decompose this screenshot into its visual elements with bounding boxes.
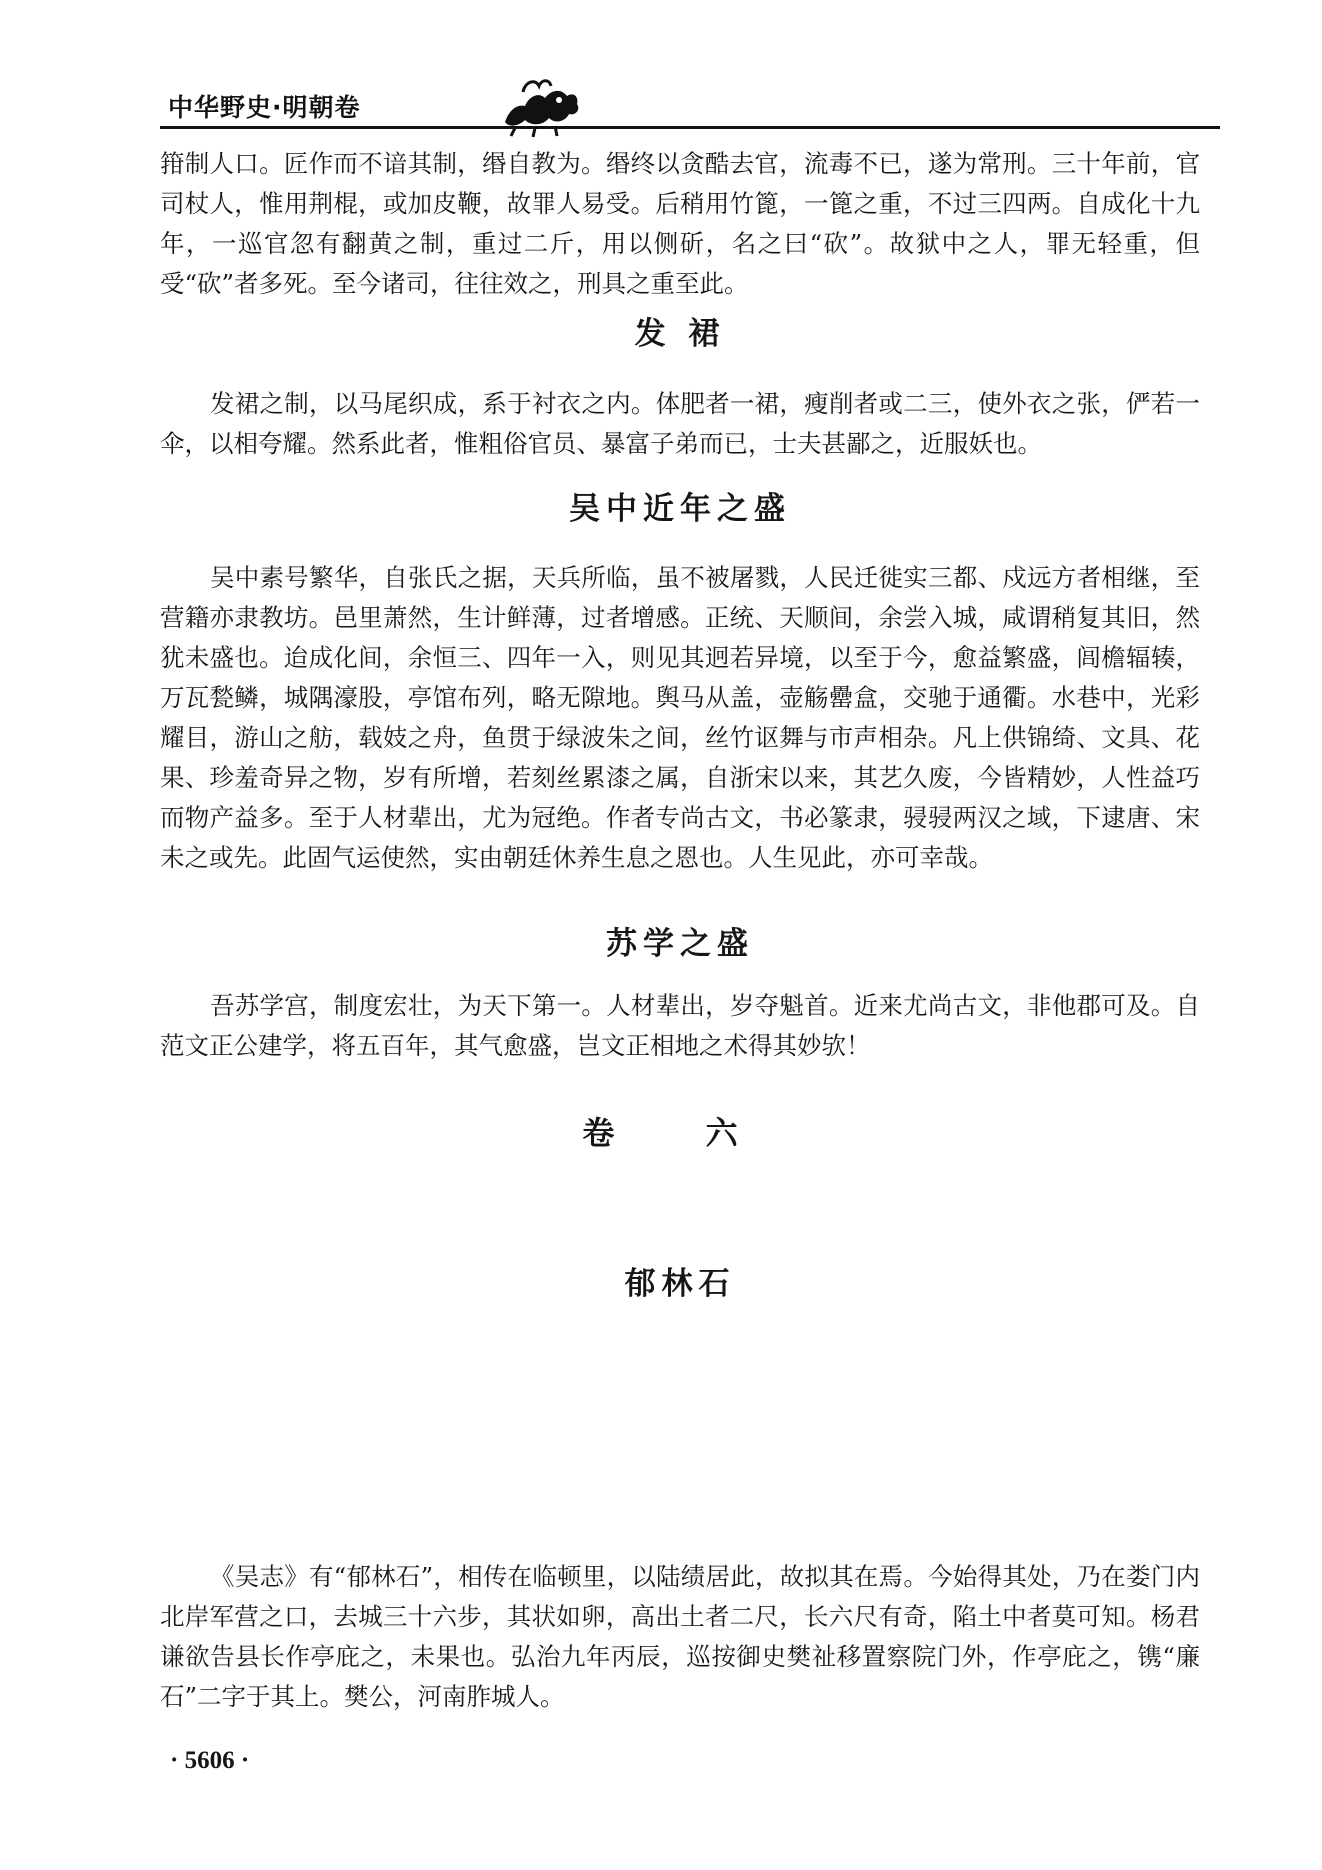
section-body-yulinshi: 《吴志》有“郁林石”，相传在临顿里，以陆绩居此，故拟其在焉。今始得其处，乃在娄门内北岸军营之口，去城三十六步，其状如卵，高出土者二尺，长六尺有奇，陷土中者莫可知。杨君谦欲告县长作亭庇之，未果也。弘治九年丙辰，巡按御史樊祉移置察院门外，作亭庇之，镌“廉石”二字于其上。樊公，河南胙城人。 [160,1562,1200,1711]
volume-title: 卷 六 [582,1114,778,1152]
dragon-emblem-icon [495,70,585,140]
section-body-wuzhong: 吴中素号繁华，自张氏之据，天兵所临，虽不被屠戮，人民迁徙实三都、戍远方者相继，至营籍亦隶教坊。邑里萧然，生计鲜薄，过者增感。正统、天顺间，余尝入城，咸谓稍复其旧，然犹未盛也。迨成化间，余恒三、四年一入，则见其迥若异境，以至于今，愈益繁盛，闾檐辐辏，万瓦甃鳞，城隅濠股，亭馆布列，略无隙地。舆马从盖，壶觞罍盒，交驰于通衢。水巷中，光彩耀目，游山之舫，载妓之舟，鱼贯于绿波朱之间，丝竹讴舞与市声相杂。凡上供锦绮、文具、花果、珍羞奇异之物，岁有所增，若刻丝累漆之属，自浙宋以来，其艺久废，今皆精妙，人性益巧而物产益多。至于人材辈出，尤为冠绝。作者专尚古文，书必篆隶，骎骎两汉之域，下逮唐、宋未之或先。此固气运使然，实由朝廷休养生息之恩也。人生见此，亦可幸哉。 [160,563,1200,872]
section-body-suxue: 吾苏学宫，制度宏壮，为天下第一。人材辈出，岁夺魁首。近来尤尚古文，非他郡可及。自范文正公建学，将五百年，其气愈盛，岂文正相地之术得其妙欤！ [160,991,1200,1060]
header-rule [160,126,1220,129]
book-title: 中华野史·明朝卷 [168,93,361,122]
page-number: · 5606 · [170,1747,250,1774]
section-title-fa-qun: 发 裙 [634,316,726,352]
section-title-yulinshi: 郁林石 [624,1266,736,1302]
intro-paragraph: 箝制人口。匠作而不谙其制，缗自教为。缗终以贪酷去官，流毒不已，遂为常刑。三十年前，官司杖人，惟用荆棍，或加皮鞭，故罪人易受。后稍用竹篦，一篦之重，不过三四两。自成化十九年，一巡官忽有翻黄之制，重过二斤，用以侧斫，名之曰“砍”。故狱中之人，罪无轻重，但受“砍”者多死。至今诸司，往往效之，刑具之重至此。 [160,149,1200,298]
running-header [160,70,1220,140]
section-body-fa-qun: 发裙之制，以马尾织成，系于衬衣之内。体肥者一裙，瘦削者或二三，使外衣之张，俨若一伞，以相夸耀。然系此者，惟粗俗官员、暴富子弟而已，士夫甚鄙之，近服妖也。 [160,389,1200,458]
section-title-suxue: 苏学之盛 [606,926,754,962]
section-title-wuzhong: 吴中近年之盛 [569,491,791,527]
